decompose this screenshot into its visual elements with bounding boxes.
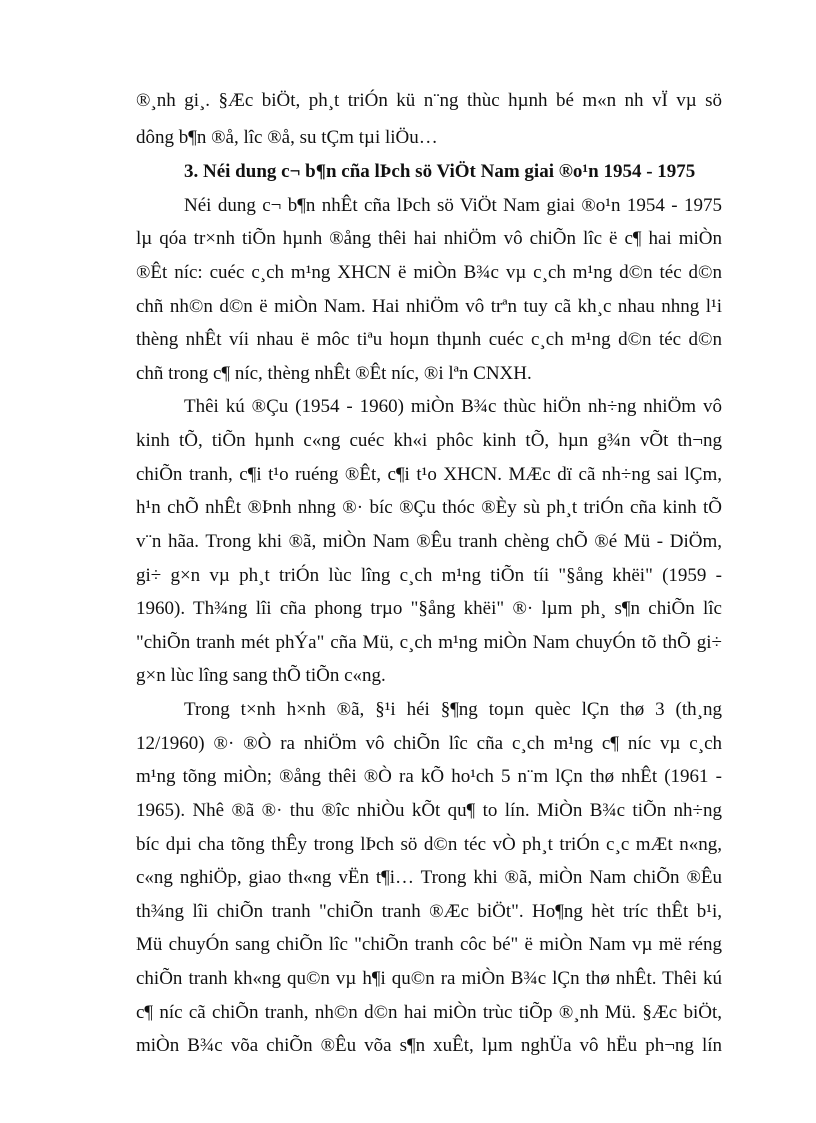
- body-text-line: "chiÕn tranh mét phÝa" cña Mü, c¸ch m¹ng miÒn Nam chuyÓn tõ thÕ gi÷: [136, 632, 722, 653]
- body-text-line: chñ trong c¶ níc, thèng nhÊt ®Êt níc, ®i lªn CNXH.: [136, 363, 532, 384]
- body-text-line: chñ nh©n d©n ë miÒn Nam. Hai nhiÖm vô trªn tuy cã kh¸c nhau nhng l¹i: [136, 296, 722, 317]
- body-text-line: th¾ng lîi chiÕn tranh "chiÕn tranh ®Æc biÖt". Ho¶ng hèt tríc thÊt b¹i,: [136, 901, 722, 922]
- body-text-line: Thêi kú ®Çu (1954 - 1960) miÒn B¾c thùc hiÖn nh÷ng nhiÖm vô: [184, 396, 722, 417]
- body-text-line: ®¸nh gi¸. §Æc biÖt, ph¸t triÓn kü n¨ng thùc hµnh bé m«n nh vÏ vµ sö: [136, 90, 722, 111]
- body-text-line: g×n lùc lîng sang thÕ tiÕn c«ng.: [136, 665, 386, 686]
- body-text-line: bíc dµi cha tõng thÊy trong lÞch sö d©n téc vÒ ph¸t triÓn c¸c mÆt n«ng,: [136, 834, 722, 855]
- body-text-line: h¹n chÕ nhÊt ®Þnh nhng ®· bíc ®Çu thóc ®Èy sù ph¸t triÓn cña kinh tÕ: [136, 497, 722, 518]
- body-text-line: 1965). Nhê ®ã ®· thu ®îc nhiÒu kÕt qu¶ to lín. MiÒn B¾c tiÕn nh÷ng: [136, 800, 722, 821]
- body-text-line: v¨n hãa. Trong khi ®ã, miÒn Nam ®Êu tranh chèng chÕ ®é Mü - DiÖm,: [136, 531, 722, 552]
- body-text-line: lµ qóa tr×nh tiÕn hµnh ®ång thêi hai nhiÖm vô chiÕn lîc ë c¶ hai miÒn: [136, 228, 722, 249]
- body-text-line: Néi dung c¬ b¶n nhÊt cña lÞch sö ViÖt Nam giai ®o¹n 1954 - 1975: [184, 195, 722, 216]
- body-text-line: gi÷ g×n vµ ph¸t triÓn lùc lîng c¸ch m¹ng tiÕn tíi "§ång khëi" (1959 -: [136, 565, 722, 586]
- body-text-line: thèng nhÊt víi nhau ë môc tiªu hoµn thµnh cuéc c¸ch m¹ng d©n téc d©n: [136, 329, 722, 350]
- body-text-line: ®Êt níc: cuéc c¸ch m¹ng XHCN ë miÒn B¾c vµ c¸ch m¹ng d©n téc d©n: [136, 262, 722, 283]
- body-text-line: Trong t×nh h×nh ®ã, §¹i héi §¶ng toµn quèc lÇn thø 3 (th¸ng: [184, 699, 722, 720]
- section-heading: 3. Néi dung c¬ b¶n cña lÞch sö ViÖt Nam giai ®o¹n 1954 - 1975: [184, 161, 696, 182]
- body-text-line: kinh tÕ, tiÕn hµnh c«ng cuéc kh«i phôc kinh tÕ, hµn g¾n vÕt th¬ng: [136, 430, 722, 451]
- body-text-line: 12/1960) ®· ®Ò ra nhiÖm vô chiÕn lîc cña c¸ch m¹ng c¶ níc vµ c¸ch: [136, 733, 722, 754]
- body-text-line: chiÕn tranh, c¶i t¹o ruéng ®Êt, c¶i t¹o XHCN. MÆc dï cã nh÷ng sai lÇm,: [136, 464, 722, 485]
- body-text-line: dông b¶n ®å, lîc ®å, su tÇm tµi liÖu…: [136, 127, 438, 148]
- body-text-line: 1960). Th¾ng lîi cña phong trµo "§ång khëi" ®· lµm ph¸ s¶n chiÕn lîc: [136, 598, 722, 619]
- body-text-line: chiÕn tranh kh«ng qu©n vµ h¶i qu©n ra miÒn B¾c lÇn thø nhÊt. Thêi kú: [136, 968, 722, 989]
- body-text-line: m¹ng tõng miÒn; ®ång thêi ®Ò ra kÕ ho¹ch 5 n¨m lÇn thø nhÊt (1961 -: [136, 766, 722, 787]
- body-text-line: miÒn B¾c võa chiÕn ®Êu võa s¶n xuÊt, lµm nghÜa vô hËu ph¬ng lín: [136, 1035, 722, 1056]
- body-text-line: c¶ níc cã chiÕn tranh, nh©n d©n hai miÒn trùc tiÕp ®¸nh Mü. §Æc biÖt,: [136, 1002, 722, 1023]
- body-text-line: Mü chuyÓn sang chiÕn lîc "chiÕn tranh côc bé" ë miÒn Nam vµ më réng: [136, 934, 722, 955]
- body-text-line: c«ng nghiÖp, giao th«ng vËn t¶i… Trong khi ®ã, miÒn Nam chiÕn ®Êu: [136, 867, 722, 888]
